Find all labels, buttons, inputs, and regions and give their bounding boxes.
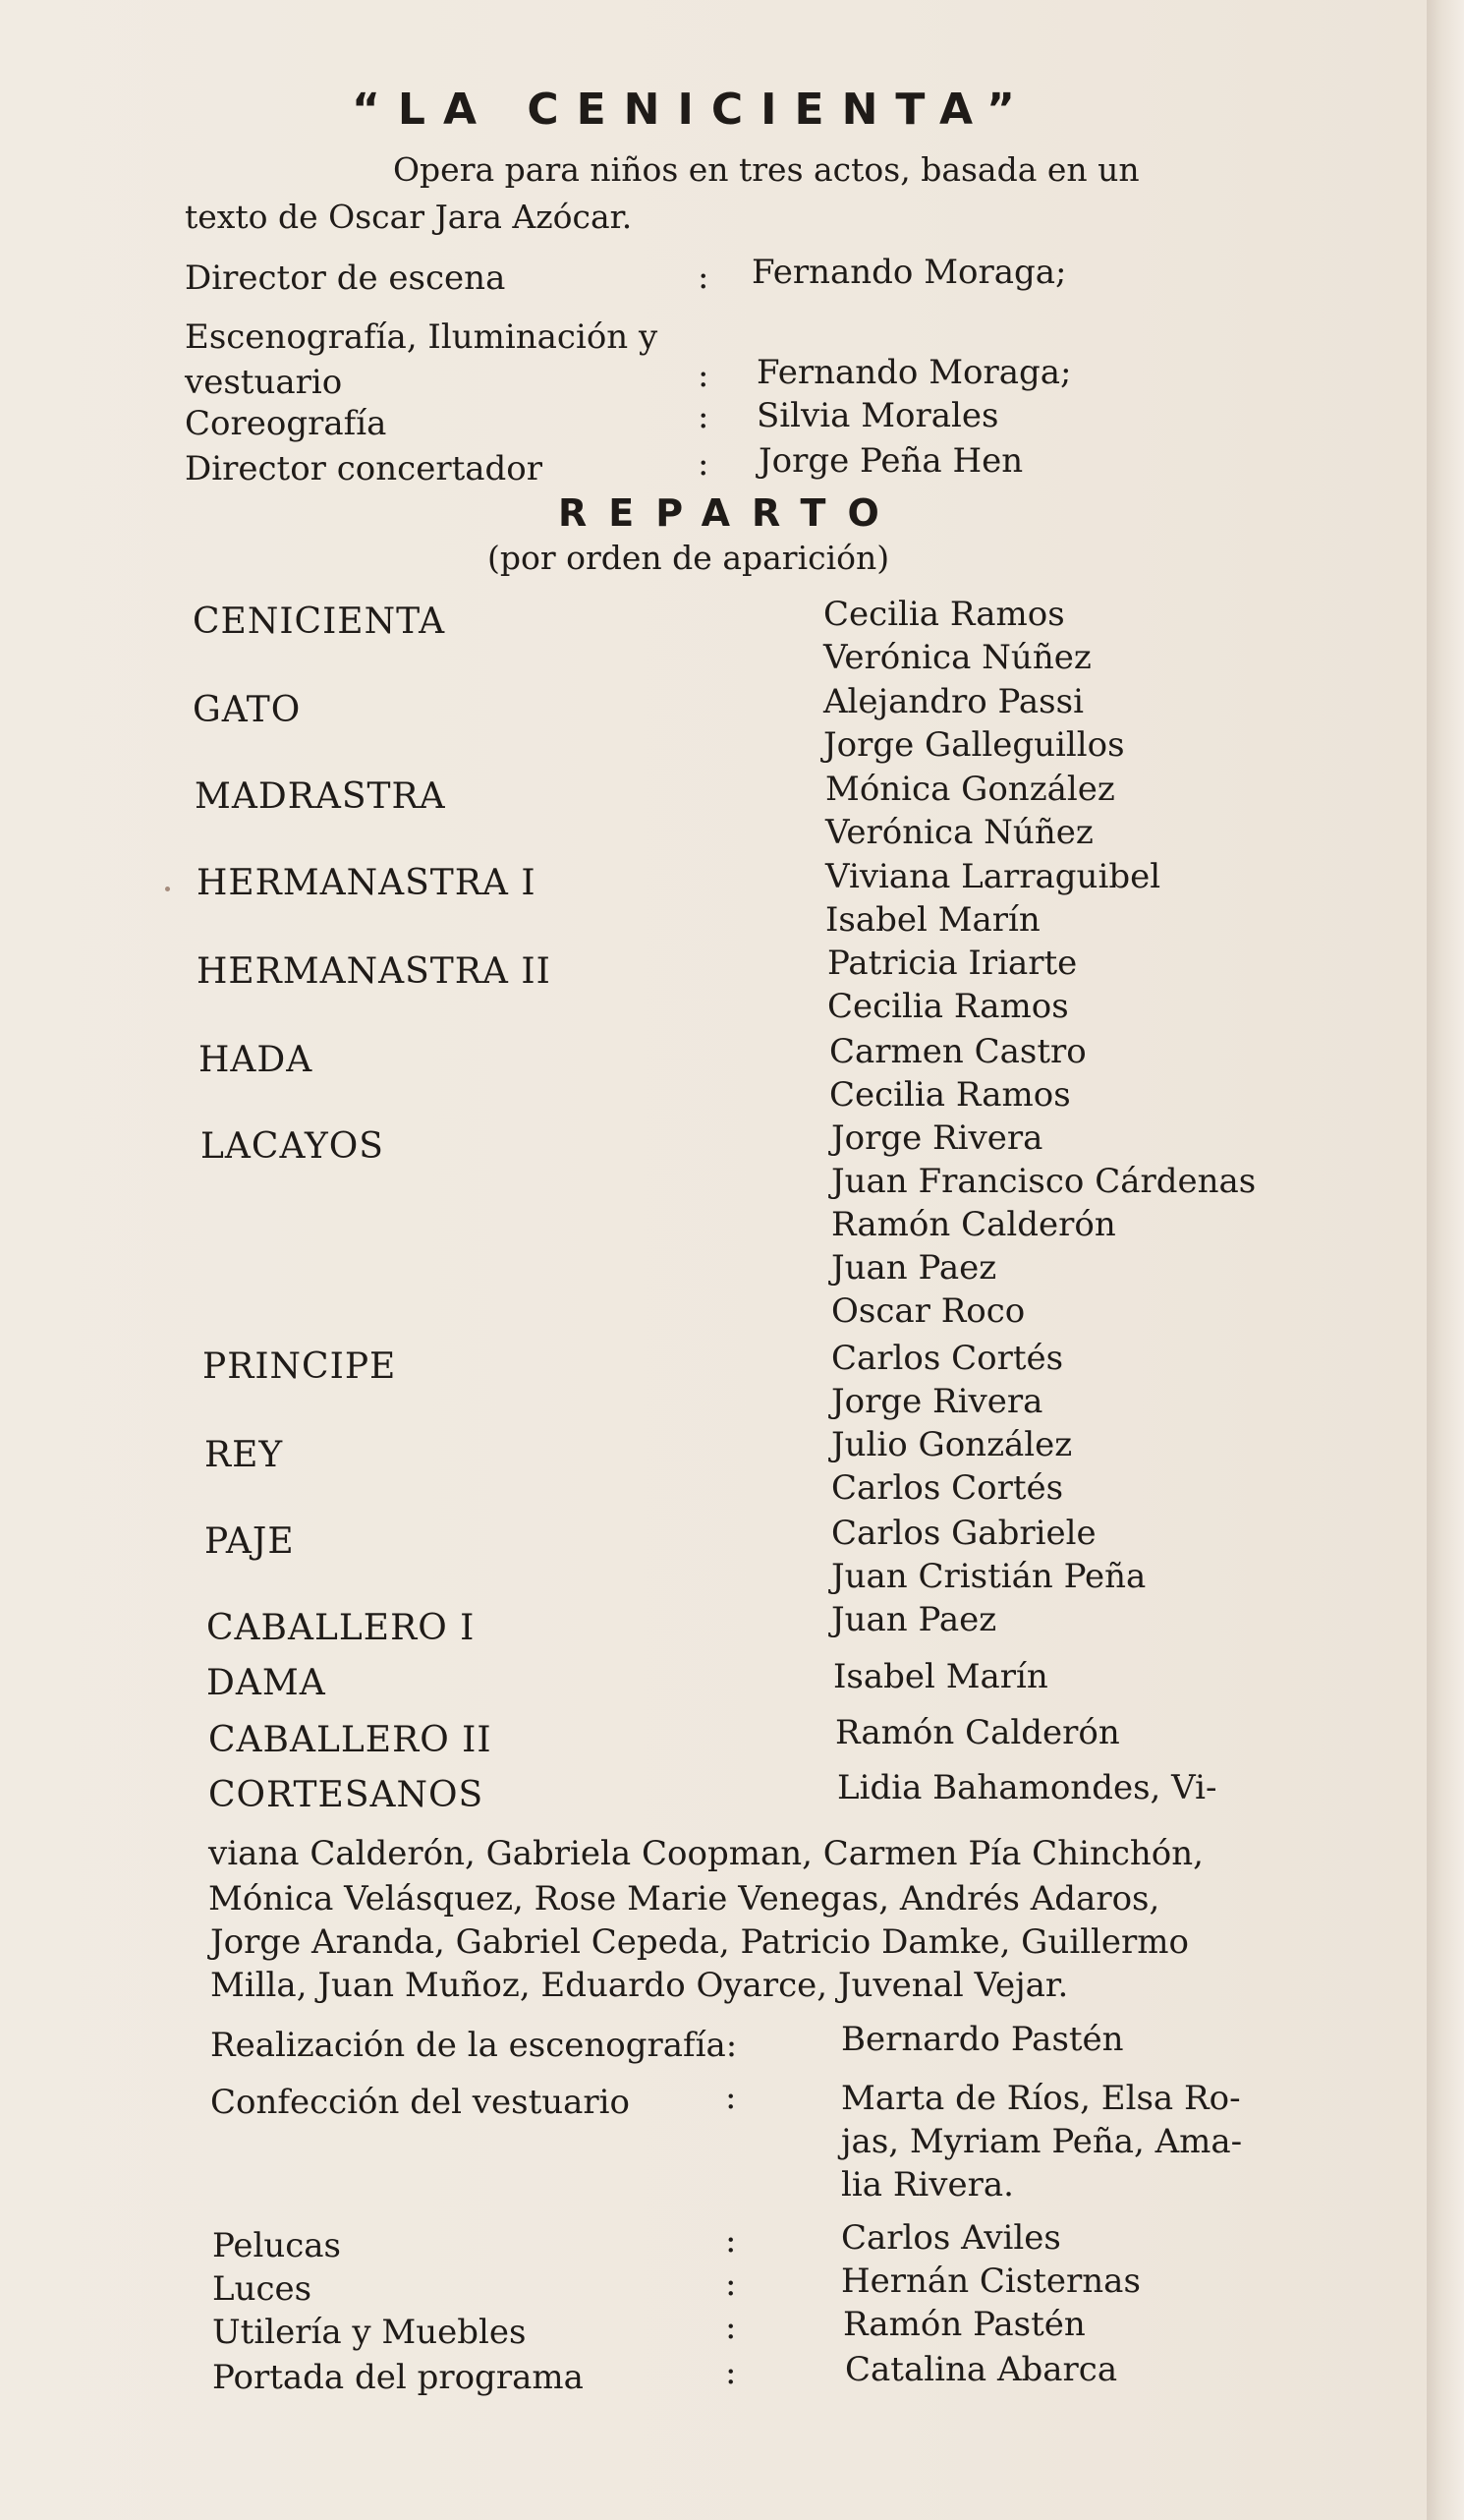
cast-actor: Juan Francisco Cárdenas	[831, 1162, 1257, 1201]
cast-role: PRINCIPE	[202, 1346, 397, 1387]
production-value: Catalina Abarca	[845, 2350, 1118, 2389]
cast-actor: Cecilia Ramos	[827, 987, 1069, 1026]
cast-actor: Verónica Núñez	[823, 638, 1092, 677]
cortesanos-line: viana Calderón, Gabriela Coopman, Carmen Pía Chinchón,	[208, 1834, 1204, 1873]
production-colon: :	[725, 2308, 737, 2347]
production-label: Confección del vestuario	[210, 2083, 630, 2122]
cast-actor: Juan Paez	[831, 1600, 997, 1639]
production-label: Luces	[212, 2269, 312, 2309]
production-value: Hernán Cisternas	[841, 2262, 1141, 2301]
cast-actor: Ramón Calderón	[835, 1713, 1120, 1752]
cast-actor: Alejandro Passi	[823, 682, 1084, 721]
cast-role: HERMANASTRA I	[197, 863, 536, 903]
page-title: “LA CENICIENTA”	[352, 85, 1033, 135]
cast-actor: Patricia Iriarte	[827, 944, 1078, 983]
production-label: Utilería y Muebles	[212, 2313, 527, 2352]
cast-role: PAJE	[204, 1521, 295, 1562]
production-colon: :	[725, 2078, 737, 2117]
cortesanos-line: Jorge Aranda, Gabriel Cepeda, Patricio Damke, Guillermo	[210, 1922, 1189, 1962]
cast-role: CABALLERO I	[206, 1608, 476, 1648]
credit-value-director-escena: Fernando Moraga;	[752, 253, 1067, 292]
cast-role: CORTESANOS	[208, 1775, 484, 1815]
cortesanos-line: Mónica Velásquez, Rose Marie Venegas, Andrés Adaros,	[208, 1879, 1160, 1919]
production-label: Realización de la escenografía:	[210, 2026, 738, 2065]
cast-role: DAMA	[206, 1663, 326, 1703]
cast-role: LACAYOS	[200, 1126, 384, 1167]
cast-role: HERMANASTRA II	[197, 951, 551, 992]
print-speck	[165, 887, 170, 891]
cast-actor: Juan Cristián Peña	[831, 1557, 1147, 1596]
credit-value-director-concertador: Jorge Peña Hen	[759, 441, 1024, 481]
page-edge-shadow	[1427, 0, 1464, 2520]
cast-role: CENICIENTA	[193, 601, 446, 642]
cast-actor: Verónica Núñez	[825, 813, 1094, 852]
production-colon: :	[725, 2221, 737, 2261]
credit-colon: :	[698, 397, 709, 436]
cast-actor: Lidia Bahamondes, Vi-	[837, 1768, 1217, 1807]
production-colon: :	[725, 2264, 737, 2304]
production-colon: :	[725, 2353, 737, 2392]
credit-label-director-concertador: Director concertador	[185, 449, 542, 488]
cast-actor: Cecilia Ramos	[829, 1075, 1071, 1115]
cast-actor: Carlos Cortés	[831, 1468, 1064, 1508]
cast-actor: Isabel Marín	[833, 1657, 1048, 1696]
credit-label-director-escena: Director de escena	[185, 258, 506, 298]
cast-role: HADA	[198, 1040, 313, 1080]
cast-actor: Mónica González	[825, 770, 1115, 809]
cast-role: MADRASTRA	[195, 776, 446, 817]
production-value: Ramón Pastén	[843, 2305, 1086, 2344]
cast-role: CABALLERO II	[208, 1720, 492, 1760]
cast-role: GATO	[193, 690, 302, 730]
cast-actor: Jorge Rivera	[831, 1118, 1043, 1158]
cast-actor: Cecilia Ramos	[823, 595, 1065, 634]
credit-colon: :	[698, 258, 709, 297]
credit-colon: :	[698, 444, 709, 484]
cast-actor: Carlos Cortés	[831, 1339, 1064, 1378]
cast-actor: Oscar Roco	[831, 1291, 1026, 1331]
production-value: jas, Myriam Peña, Ama-	[841, 2122, 1243, 2161]
credit-label-escenografia: Escenografía, Iluminación y	[185, 317, 658, 357]
reparto-subheading: (por orden de aparición)	[487, 539, 890, 577]
cast-actor: Jorge Rivera	[831, 1382, 1043, 1421]
cast-actor: Carlos Gabriele	[831, 1514, 1097, 1553]
production-value: Carlos Aviles	[841, 2218, 1061, 2258]
credit-value-coreografia: Silvia Morales	[757, 396, 999, 435]
credit-value-escenografia: Fernando Moraga;	[757, 353, 1072, 392]
production-value: Marta de Ríos, Elsa Ro-	[841, 2079, 1241, 2118]
reparto-heading: REPARTO	[558, 491, 901, 535]
production-value: Bernardo Pastén	[841, 2020, 1124, 2059]
production-label: Portada del programa	[212, 2358, 584, 2397]
cast-actor: Jorge Galleguillos	[823, 725, 1125, 765]
cortesanos-line: Milla, Juan Muñoz, Eduardo Oyarce, Juvenal Vejar.	[210, 1966, 1069, 2005]
cast-actor: Carmen Castro	[829, 1032, 1087, 1071]
cast-actor: Ramón Calderón	[831, 1205, 1116, 1244]
cast-actor: Viviana Larraguibel	[825, 857, 1161, 896]
cast-role: REY	[204, 1435, 284, 1475]
cast-actor: Juan Paez	[831, 1248, 997, 1288]
credit-label-coreografia: Coreografía	[185, 404, 387, 443]
subtitle-line-2: texto de Oscar Jara Azócar.	[185, 198, 633, 236]
credit-colon: :	[698, 356, 709, 395]
production-label: Pelucas	[212, 2226, 342, 2265]
subtitle-line-1: Opera para niños en tres actos, basada en un	[393, 150, 1140, 189]
cast-actor: Isabel Marín	[825, 900, 1041, 940]
cast-actor: Julio González	[831, 1425, 1073, 1464]
production-value: lia Rivera.	[841, 2165, 1014, 2205]
credit-label-escenografia-2: vestuario	[185, 363, 343, 402]
